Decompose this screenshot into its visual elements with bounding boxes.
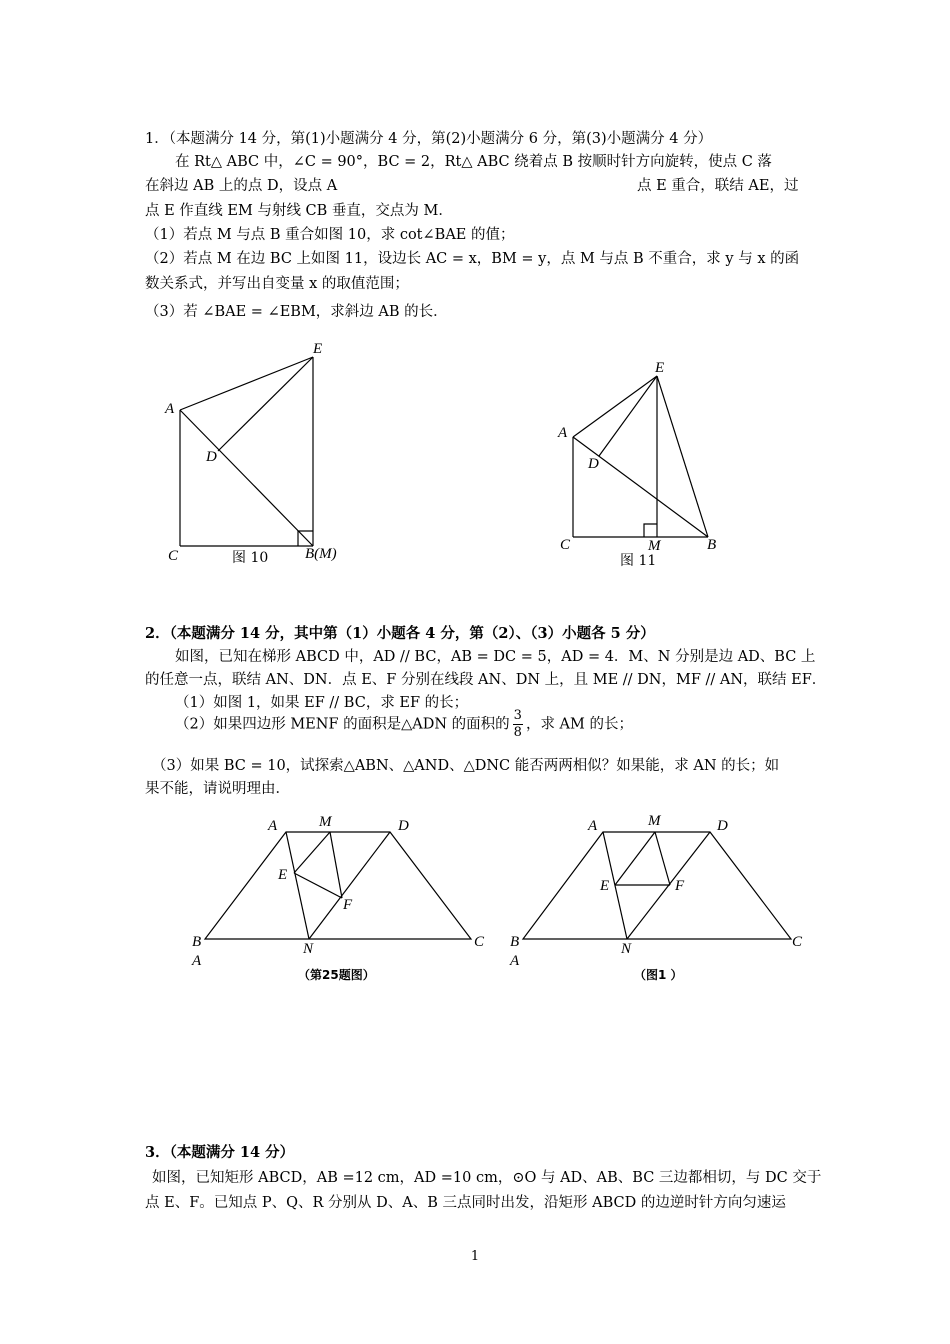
- fraction-denominator: 8: [513, 725, 522, 740]
- fig25-label-A: A: [268, 818, 278, 834]
- fig10-label-A: A: [165, 401, 175, 417]
- p1-line2b: 点 E 重合，联结 AE，过: [637, 178, 799, 194]
- p2-question1: （1）如图 1，如果 EF // BC，求 EF 的长；: [175, 695, 469, 711]
- fig11-caption: 图 11: [620, 553, 657, 569]
- p1-header: 1．（本题满分 14 分，第(1)小题满分 4 分，第(2)小题满分 6 分，第(3)小题满分 4 分）: [145, 131, 713, 147]
- p1-line2a: 在斜边 AB 上的点 D，设点 A: [145, 178, 338, 194]
- fig25-label-B: B: [192, 934, 202, 950]
- p2-question2b: ，求 AM 的长；: [525, 716, 633, 733]
- fig1-label-D: D: [717, 818, 728, 834]
- p1-question2b: 数关系式，并写出自变量 x 的取值范围；: [145, 276, 409, 292]
- fig10-label-BM: B(M): [305, 546, 337, 562]
- fig1-label-A2: A: [510, 953, 520, 969]
- fig11-label-M: M: [648, 538, 661, 554]
- fig25-label-E: E: [278, 867, 288, 883]
- fig25-label-D: D: [398, 818, 409, 834]
- p2-line2: 的任意一点，联结 AN、DN．点 E、F 分别在线段 AN、DN 上，且 ME // DN，MF // AN，联结 EF．: [145, 672, 827, 688]
- fig1-label-C: C: [792, 934, 803, 950]
- fig1-label-F: F: [675, 878, 685, 894]
- fig10-caption: 图 10: [232, 550, 269, 566]
- fig11-label-C: C: [560, 537, 571, 553]
- fraction-numerator: 3: [513, 708, 522, 723]
- p1-line1: 在 Rt△ ABC 中，∠C = 90°，BC = 2，Rt△ ABC 绕着点 B 按顺时针方向旋转，使点 C 落: [175, 154, 772, 170]
- fig1-label-E: E: [600, 878, 610, 894]
- fig10-label-E: E: [313, 341, 323, 357]
- p3-header: 3．（本题满分 14 分）: [145, 1144, 295, 1161]
- fig1-caption: （图1 ）: [634, 968, 683, 982]
- fig10-label-D: D: [206, 449, 217, 465]
- p2-header: 2．（本题满分 14 分，其中第（1）小题各 4 分，第（2）、（3）小题各 5 分）: [145, 625, 655, 642]
- p3-line1: 如图，已知矩形 ABCD，AB =12 cm，AD =10 cm，⊙O 与 AD、AB、BC 三边都相切，与 DC 交于: [152, 1170, 822, 1186]
- fig25-label-M: M: [319, 814, 332, 830]
- p1-question3: （3）若 ∠BAE = ∠EBM，求斜边 AB 的长．: [145, 304, 448, 320]
- fig25-label-A2: A: [192, 953, 202, 969]
- fig25-caption: （第25题图）: [298, 968, 375, 982]
- fig25-label-N: N: [303, 941, 314, 957]
- p2-question3a: （3）如果 BC = 10，试探索△ABN、△AND、△DNC 能否两两相似？如果能，求 AN 的长；如: [152, 758, 780, 774]
- p1-line3: 点 E 作直线 EM 与射线 CB 垂直，交点为 M．: [145, 203, 453, 219]
- fig25-label-C: C: [474, 934, 485, 950]
- p2-question3b: 果不能，请说明理由．: [145, 781, 290, 797]
- fig11-label-A: A: [558, 425, 568, 441]
- fig25-label-F: F: [343, 897, 353, 913]
- fig1-label-B: B: [510, 934, 520, 950]
- fig1-label-M: M: [648, 813, 661, 829]
- p1-question2a: （2）若点 M 在边 BC 上如图 11，设边长 AC = x，BM = y，点 M 与点 B 不重合，求 y 与 x 的函: [145, 251, 800, 267]
- fig11-label-E: E: [655, 360, 665, 376]
- fig11-label-B: B: [707, 537, 717, 553]
- p2-line1: 如图，已知在梯形 ABCD 中，AD // BC，AB = DC = 5，AD = 4．M、N 分别是边 AD、BC 上: [175, 649, 816, 665]
- p2-question2a: （2）如果四边形 MENF 的面积是△ADN 的面积的: [175, 716, 510, 733]
- fig11-label-D: D: [588, 456, 599, 472]
- page-number: 1: [470, 1249, 480, 1264]
- p1-question1: （1）若点 M 与点 B 重合如图 10，求 cot∠BAE 的值；: [145, 227, 515, 243]
- fig1-label-N: N: [621, 941, 632, 957]
- fig1-label-A: A: [588, 818, 598, 834]
- fig10-label-C: C: [168, 548, 179, 564]
- p3-line2: 点 E、F。已知点 P、Q、R 分别从 D、A、B 三点同时出发，沿矩形 ABCD 的边逆时针方向匀速运: [145, 1195, 786, 1211]
